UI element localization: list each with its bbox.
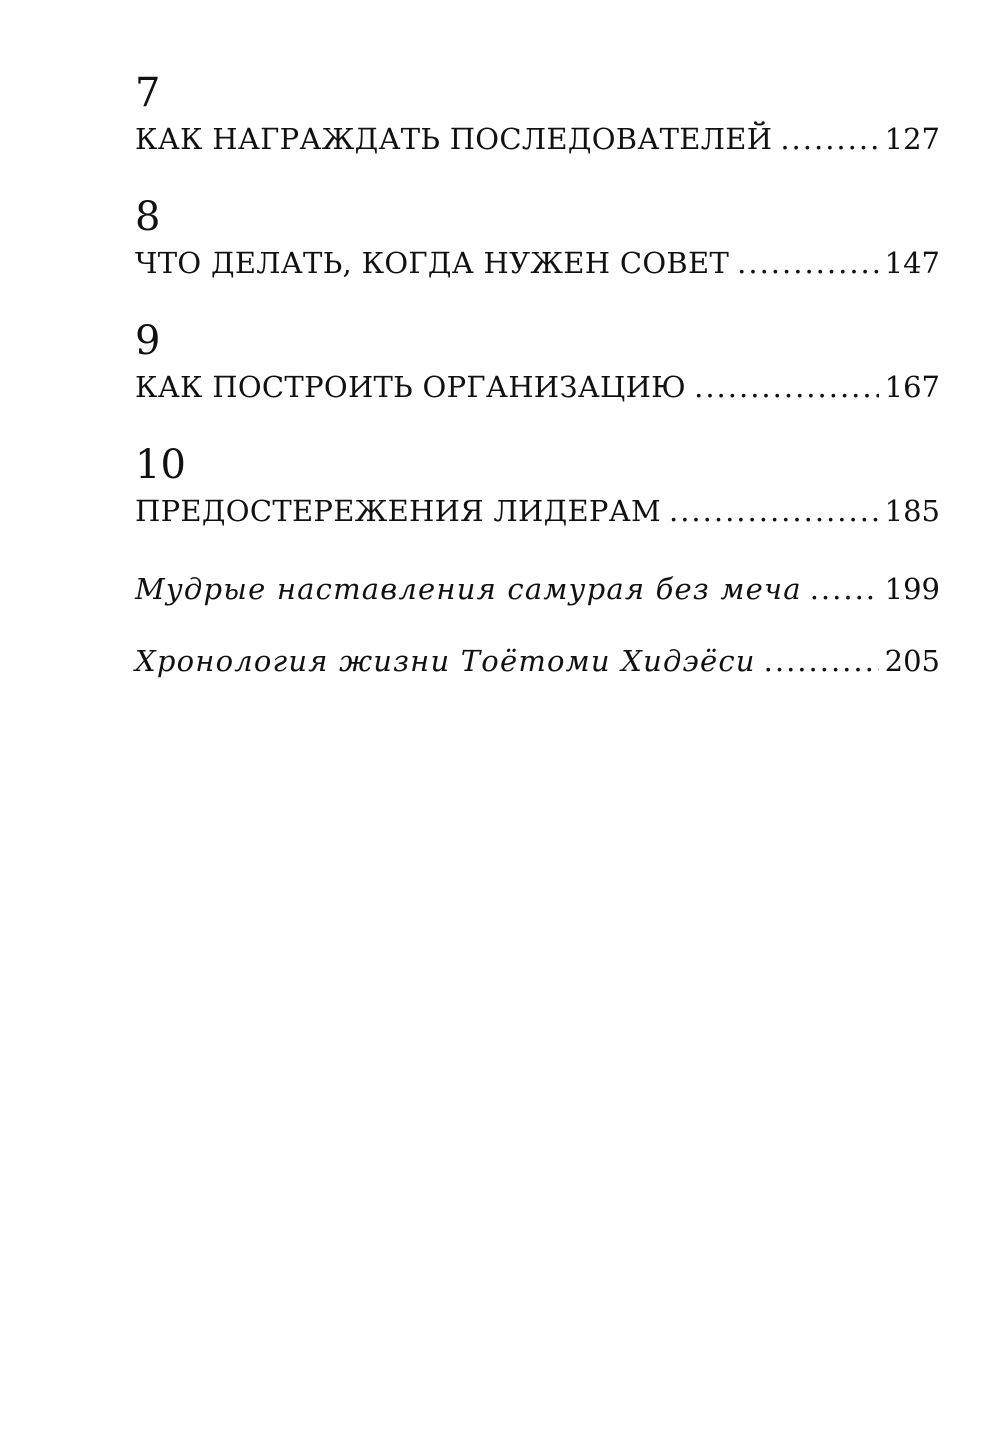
toc-chapter-9 xyxy=(135,318,940,410)
chapter-number: 10 xyxy=(135,442,186,488)
dot-leader xyxy=(764,638,879,684)
chapter-title: ПРЕДОСТЕРЕЖЕНИЯ ЛИДЕРАМ xyxy=(135,494,661,528)
toc-chapter-8 xyxy=(135,194,940,286)
dot-leader xyxy=(737,240,878,286)
dot-leader xyxy=(694,364,879,410)
chapter-number: 7 xyxy=(135,70,161,116)
page-number: 147 xyxy=(884,246,940,280)
toc-chapter-10 xyxy=(135,442,940,534)
toc-appendix-entry xyxy=(135,566,940,612)
chapter-title: ЧТО ДЕЛАТЬ, КОГДА НУЖЕН СОВЕТ xyxy=(135,246,730,280)
appendix-title: Хронология жизни Тоётоми Хидэёси xyxy=(135,644,756,678)
chapter-title: КАК НАГРАЖДАТЬ ПОСЛЕДОВАТЕЛЕЙ xyxy=(135,122,773,156)
page-number: 127 xyxy=(884,122,940,156)
dot-leader xyxy=(810,566,879,612)
toc-chapter-7 xyxy=(135,70,940,162)
dot-leader xyxy=(780,116,878,162)
dot-leader xyxy=(669,488,879,534)
toc-appendices xyxy=(135,566,940,684)
toc-entry xyxy=(135,240,940,286)
toc-appendix-entry xyxy=(135,638,940,684)
page-number: 205 xyxy=(884,644,940,678)
chapter-number: 8 xyxy=(135,194,161,240)
toc-entry xyxy=(135,116,940,162)
toc-entry xyxy=(135,364,940,410)
appendix-title: Мудрые наставления самурая без меча xyxy=(135,572,802,606)
table-of-contents xyxy=(135,70,940,710)
toc-entry xyxy=(135,488,940,534)
chapter-number: 9 xyxy=(135,318,161,364)
page-number: 199 xyxy=(884,572,940,606)
chapter-title: КАК ПОСТРОИТЬ ОРГАНИЗАЦИЮ xyxy=(135,370,687,404)
page-number: 167 xyxy=(884,370,940,404)
page-number: 185 xyxy=(884,494,940,528)
